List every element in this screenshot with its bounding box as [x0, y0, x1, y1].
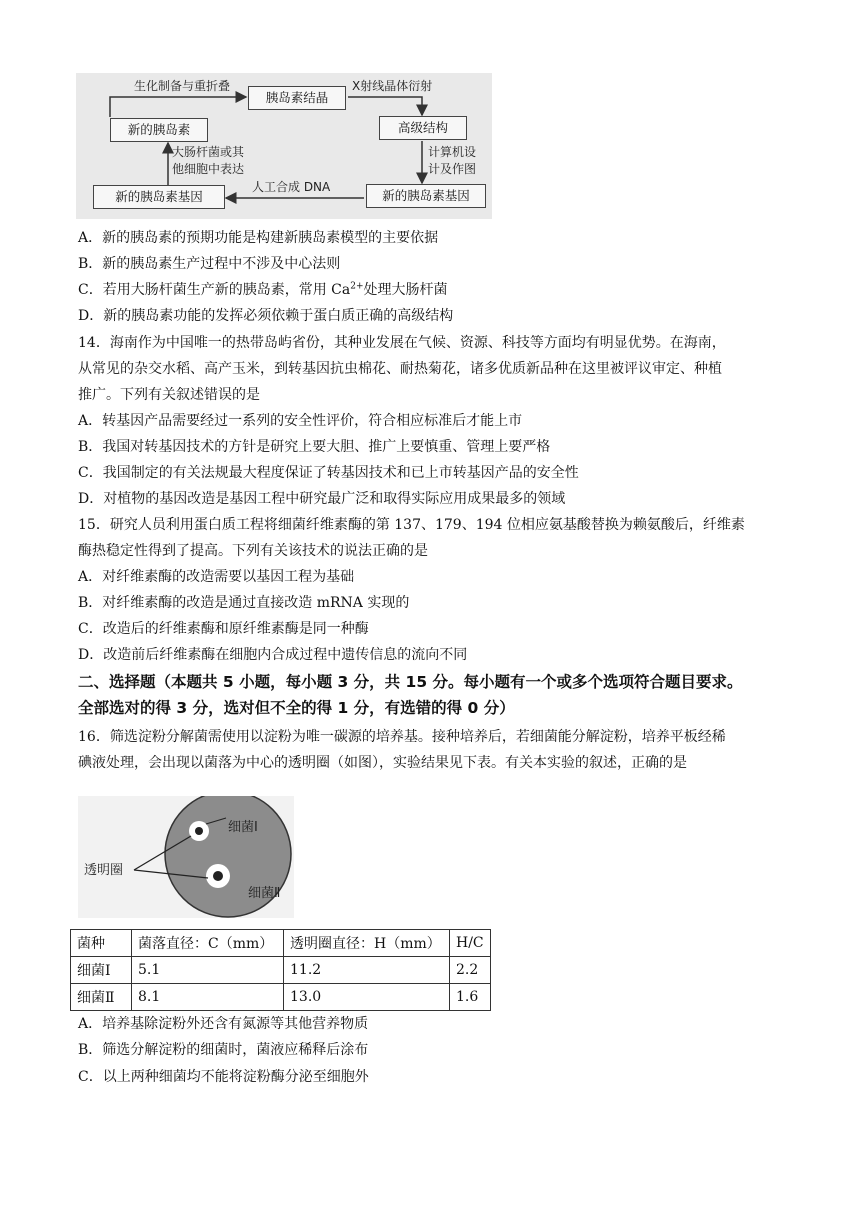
label-express-2: 他细胞中表达: [172, 162, 245, 176]
q14-option-d: D．对植物的基因改造是基因工程中研究最广泛和取得实际应用成果最多的领域: [78, 491, 566, 507]
q14-stem-2: 从常见的杂交水稻、高产玉米，到转基因抗虫棉花、耐热菊花，诸多优质新品种在这里被评议审定、种植: [78, 361, 722, 377]
q15-option-b: B．对纤维素酶的改造是通过直接改造 mRNA 实现的: [78, 595, 410, 611]
q15-option-d: D．改造前后纤维素酶在细胞内合成过程中遗传信息的流向不同: [78, 647, 468, 663]
q16-stem-2: 碘液处理，会出现以菌落为中心的透明圈（如图），实验结果见下表。有关本实验的叙述，正确的是: [78, 755, 687, 771]
q16-stem-1: 16．筛选淀粉分解菌需使用以淀粉为唯一碳源的培养基。接种培养后，若细菌能分解淀粉，培养平板经稀: [78, 729, 726, 745]
label-express-1: 大肠杆菌或其: [172, 145, 245, 159]
q14-option-b: B．我国对转基因技术的方针是研究上要大胆、推广上要慎重、管理上要严格: [78, 439, 551, 455]
label-dna: 人工合成 DNA: [252, 180, 331, 194]
insulin-flowchart: [76, 73, 492, 219]
label-bacteria-2: 细菌Ⅱ: [248, 886, 281, 901]
table-header-cell: 透明圈直径：H（mm）: [284, 930, 450, 957]
q14-stem-3: 推广。下列有关叙述错误的是: [78, 387, 260, 403]
q14-option-c: C．我国制定的有关法规最大程度保证了转基因技术和已上市转基因产品的安全性: [78, 465, 579, 481]
q13-option-c: [78, 280, 448, 300]
box-advanced-structure: 高级结构: [379, 116, 467, 140]
q14-option-a: A．转基因产品需要经过一系列的安全性评价，符合相应标准后才能上市: [78, 413, 523, 429]
section2-title-1: 二、选择题（本题共 5 小题，每小题 3 分，共 15 分。每小题有一个或多个选项符合题目要求。: [78, 673, 743, 691]
table-header-cell: 菌落直径：C（mm）: [132, 930, 284, 957]
label-biochem: 生化制备与重折叠: [134, 79, 231, 93]
q13-option-a: A．新的胰岛素的预期功能是构建新胰岛素模型的主要依据: [78, 230, 439, 246]
q14-stem-1: 14．海南作为中国唯一的热带岛屿省份，其种业发展在气候、资源、科技等方面均有明显优势。在海南，: [78, 335, 726, 351]
section2-title-2: 全部选对的得 3 分，选对但不全的得 1 分，有选错的得 0 分）: [78, 699, 515, 717]
q15-stem-2: 酶热稳定性得到了提高。下列有关该技术的说法正确的是: [78, 543, 428, 559]
label-halo: 透明圈: [84, 863, 124, 878]
table-cell: 13.0: [284, 984, 450, 1011]
q15-option-a: A．对纤维素酶的改造需要以基因工程为基础: [78, 569, 355, 585]
q16-option-a: A．培养基除淀粉外还含有氮源等其他营养物质: [78, 1016, 369, 1032]
table-row: [71, 984, 491, 1011]
label-xray: X射线晶体衍射: [352, 79, 433, 93]
q16-option-c: C．以上两种细菌均不能将淀粉酶分泌至细胞外: [78, 1069, 369, 1085]
table-cell: 8.1: [132, 984, 284, 1011]
q13-option-b: B．新的胰岛素生产过程中不涉及中心法则: [78, 256, 341, 272]
petri-plate-figure: [78, 796, 294, 918]
table-cell: 11.2: [284, 957, 450, 984]
table-header-cell: 菌种: [71, 930, 132, 957]
q16-option-b: B．筛选分解淀粉的细菌时，菌液应稀释后涂布: [78, 1042, 369, 1058]
table-row: [71, 957, 491, 984]
q13-option-d: D．新的胰岛素功能的发挥必须依赖于蛋白质正确的高级结构: [78, 308, 454, 324]
table-cell: 细菌Ⅱ: [71, 984, 132, 1011]
box-new-gene-right: 新的胰岛素基因: [366, 184, 486, 208]
results-table: [70, 929, 491, 1011]
table-cell: 5.1: [132, 957, 284, 984]
label-bacteria-1: 细菌Ⅰ: [228, 820, 258, 835]
table-header-row: [71, 930, 491, 957]
label-computer-2: 计及作图: [428, 162, 477, 176]
q15-option-c: C．改造后的纤维素酶和原纤维素酶是同一种酶: [78, 621, 369, 637]
table-cell: 2.2: [450, 957, 491, 984]
box-new-gene-left: 新的胰岛素基因: [93, 185, 225, 209]
table-header-cell: H/C: [450, 930, 491, 957]
table-cell: 1.6: [450, 984, 491, 1011]
table-cell: 细菌Ⅰ: [71, 957, 132, 984]
q15-stem-1: 15．研究人员利用蛋白质工程将细菌纤维素酶的第 137、179、194 位相应氨基酸替换为赖氨酸后，纤维素: [78, 517, 745, 533]
label-computer-1: 计算机设: [428, 145, 477, 159]
box-new-insulin: 新的胰岛素: [110, 118, 208, 142]
box-insulin-crystal: 胰岛素结晶: [248, 86, 346, 110]
q13-option-c-text: C．若用大肠杆菌生产新的胰岛素，常用 Ca: [78, 282, 351, 298]
q13-option-c-tail: 处理大肠杆菌: [363, 282, 448, 298]
q13-option-c-sup: 2+: [350, 281, 364, 292]
